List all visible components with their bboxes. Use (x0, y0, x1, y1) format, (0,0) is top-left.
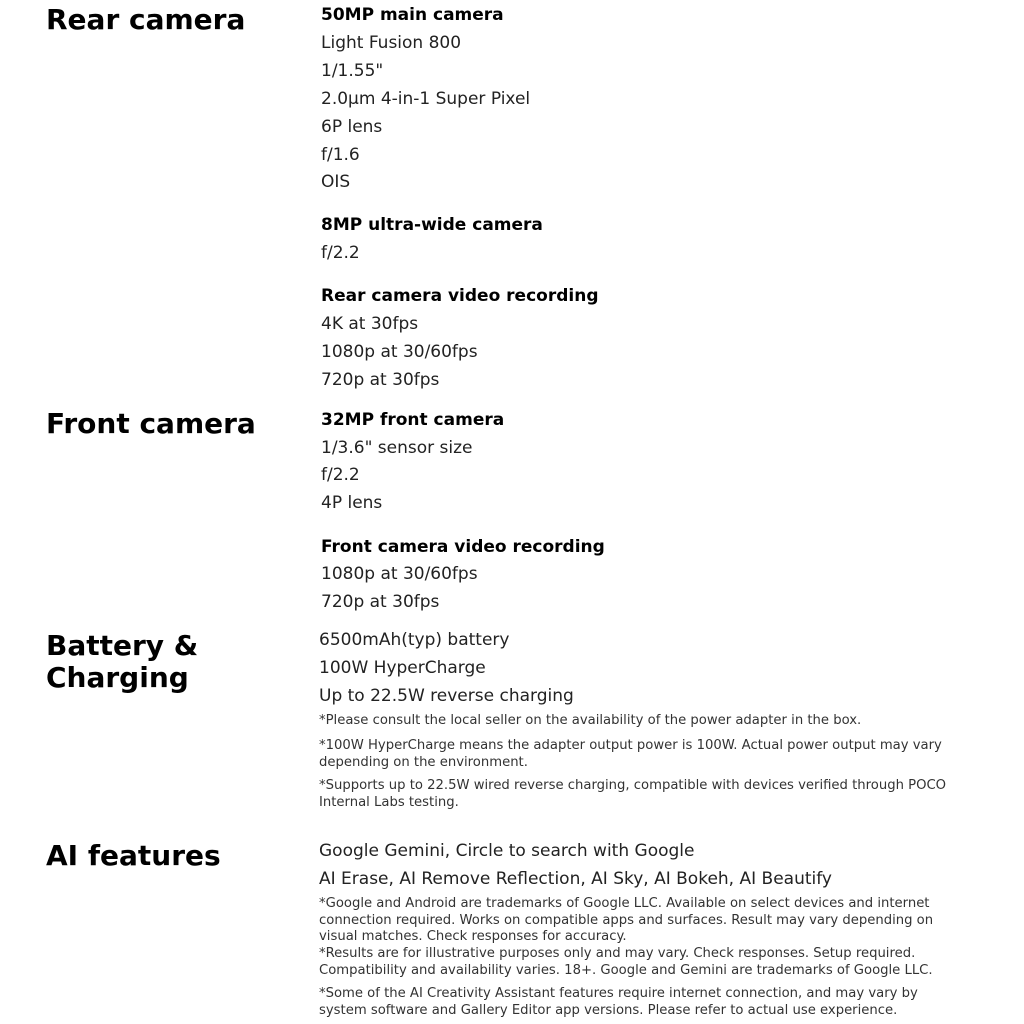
footnote: *Please consult the local seller on the availability of the power adapter in the box. (319, 713, 862, 728)
section-title-battery-charging: Battery & Charging (46, 629, 199, 694)
spec-item: 720p at 30fps (321, 592, 440, 612)
spec-item: 100W HyperCharge (319, 658, 486, 678)
spec-item: Up to 22.5W reverse charging (319, 686, 574, 706)
spec-item: OIS (321, 172, 351, 192)
spec-heading: Front camera video recording (321, 537, 605, 557)
spec-item: 1/1.55" (321, 61, 384, 81)
footnote: *Supports up to 22.5W wired reverse charging, compatible with devices verified through POCO Internal Labs testing. (319, 778, 947, 810)
spec-item: 4K at 30fps (321, 314, 419, 334)
section-title-rear-camera: Rear camera (46, 3, 246, 36)
spec-item: f/1.6 (321, 145, 360, 165)
spec-item: 720p at 30fps (321, 370, 440, 390)
spec-item: 1080p at 30/60fps (321, 564, 478, 584)
spec-item: AI Erase, AI Remove Reflection, AI Sky, AI Bokeh, AI Beautify (319, 869, 832, 889)
spec-heading: Rear camera video recording (321, 286, 599, 306)
section-title-front-camera: Front camera (46, 407, 256, 440)
footnote: *Google and Android are trademarks of Google LLC. Available on select devices and internet connection required. Works on compatible apps and surfaces. Result may vary depending on visual matches. Check responses for accuracy. (319, 896, 934, 944)
spec-heading: 50MP main camera (321, 5, 504, 25)
spec-item: 2.0μm 4-in-1 Super Pixel (321, 89, 531, 109)
spec-item: f/2.2 (321, 243, 360, 263)
footnote: *100W HyperCharge means the adapter output power is 100W. Actual power output may vary depending on the environment. (319, 738, 942, 770)
spec-item: 1080p at 30/60fps (321, 342, 478, 362)
footnote: *Some of the AI Creativity Assistant features require internet connection, and may vary by system software and Gallery Editor app versions. Please refer to actual use experience. (319, 986, 918, 1018)
spec-item: 1/3.6" sensor size (321, 438, 473, 458)
spec-item: Google Gemini, Circle to search with Google (319, 841, 695, 861)
spec-item: 6P lens (321, 117, 383, 137)
spec-item: Light Fusion 800 (321, 33, 462, 53)
spec-item: 4P lens (321, 493, 383, 513)
footnote: *Results are for illustrative purposes only and may vary. Check responses. Setup required. Compatibility and availability varies. 18+. Google and Gemini are trademarks of Google LLC. (319, 946, 933, 978)
section-title-ai-features: AI features (46, 839, 221, 872)
spec-item: f/2.2 (321, 465, 360, 485)
spec-heading: 32MP front camera (321, 410, 505, 430)
spec-heading: 8MP ultra-wide camera (321, 215, 543, 235)
spec-item: 6500mAh(typ) battery (319, 630, 510, 650)
